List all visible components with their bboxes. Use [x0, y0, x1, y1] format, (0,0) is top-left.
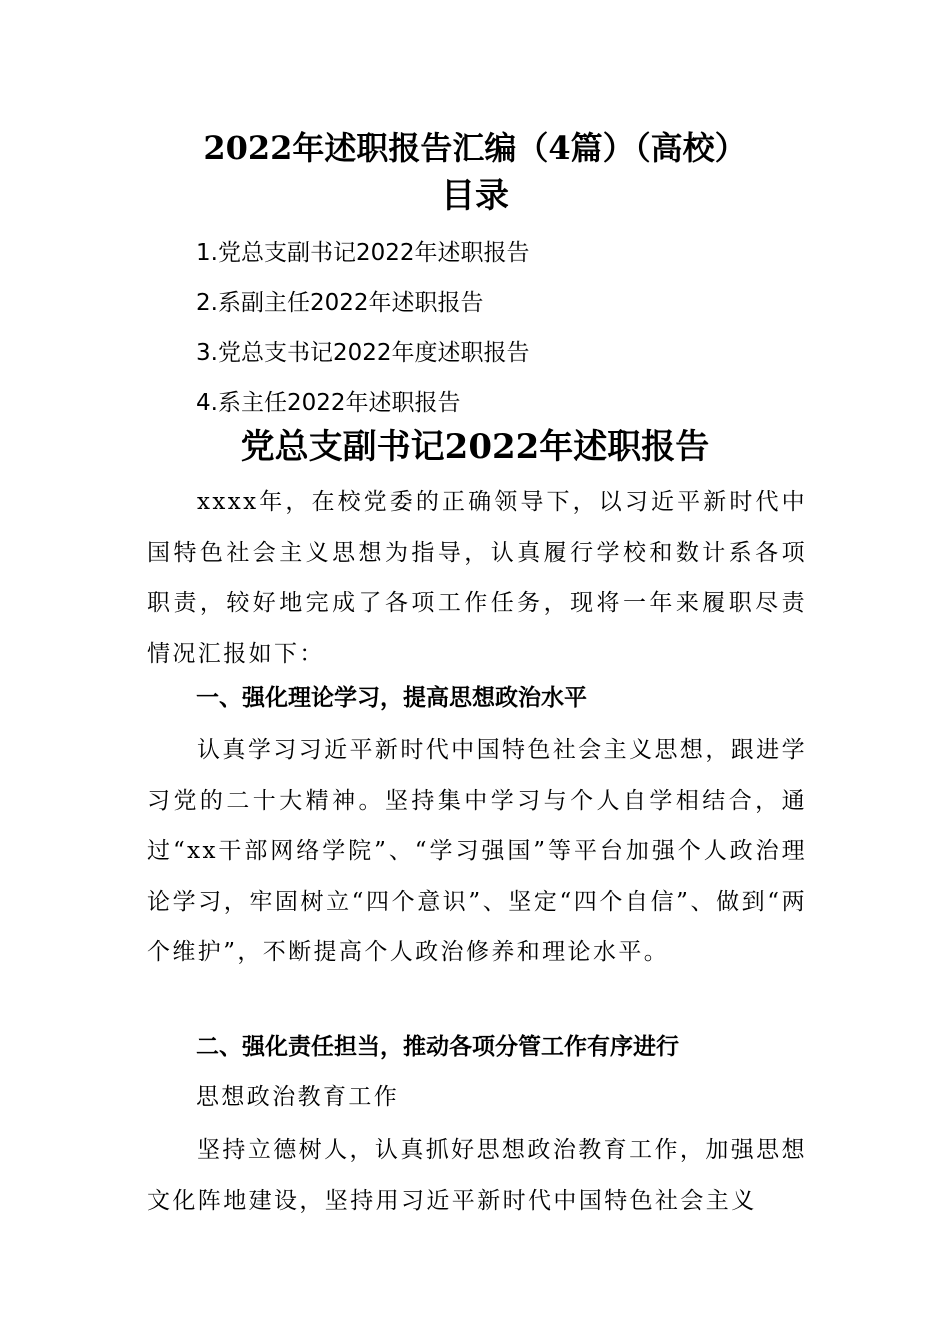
table-of-contents	[196, 228, 816, 428]
section-2-paragraph: 坚持立德树人，认真抓好思想政治教育工作，加强思想文化阵地建设，坚持用习近平新时代中国特色社会主义	[147, 1137, 807, 1214]
toc-item-4: 4.系主任2022年述职报告	[196, 390, 461, 416]
section-heading-2: 二、强化责任担当，推动各项分管工作有序进行	[196, 1034, 679, 1060]
toc-item-1: 1.党总支副书记2022年述职报告	[196, 240, 530, 266]
toc-item-3: 3.党总支书记2022年度述职报告	[196, 340, 530, 366]
intro-paragraph: xxxx年，在校党委的正确领导下，以习近平新时代中国特色社会主义思想为指导，认真履行学校和数计系各项职责，较好地完成了各项工作任务，现将一年来履职尽责情况汇报如下：	[147, 489, 807, 667]
toc-item-2: 2.系副主任2022年述职报告	[196, 290, 484, 316]
report-title: 党总支副书记2022年述职报告	[240, 427, 710, 467]
document-title: 2022年述职报告汇编（4篇）（高校）	[203, 129, 747, 167]
section-heading-1: 一、强化理论学习，提高思想政治水平	[196, 685, 587, 711]
toc-heading: 目录	[441, 176, 509, 216]
section-1-paragraph: 认真学习习近平新时代中国特色社会主义思想，跟进学习党的二十大精神。坚持集中学习与个人自学相结合，通过“xx干部网络学院”、“学习强国”等平台加强个人政治理论学习，牢固树立“四个意识”、坚定“四个自信”、做到“两个维护”，不断提高个人政治修养和理论水平。	[147, 737, 807, 965]
section-2-subheading: 思想政治教育工作	[196, 1084, 400, 1110]
